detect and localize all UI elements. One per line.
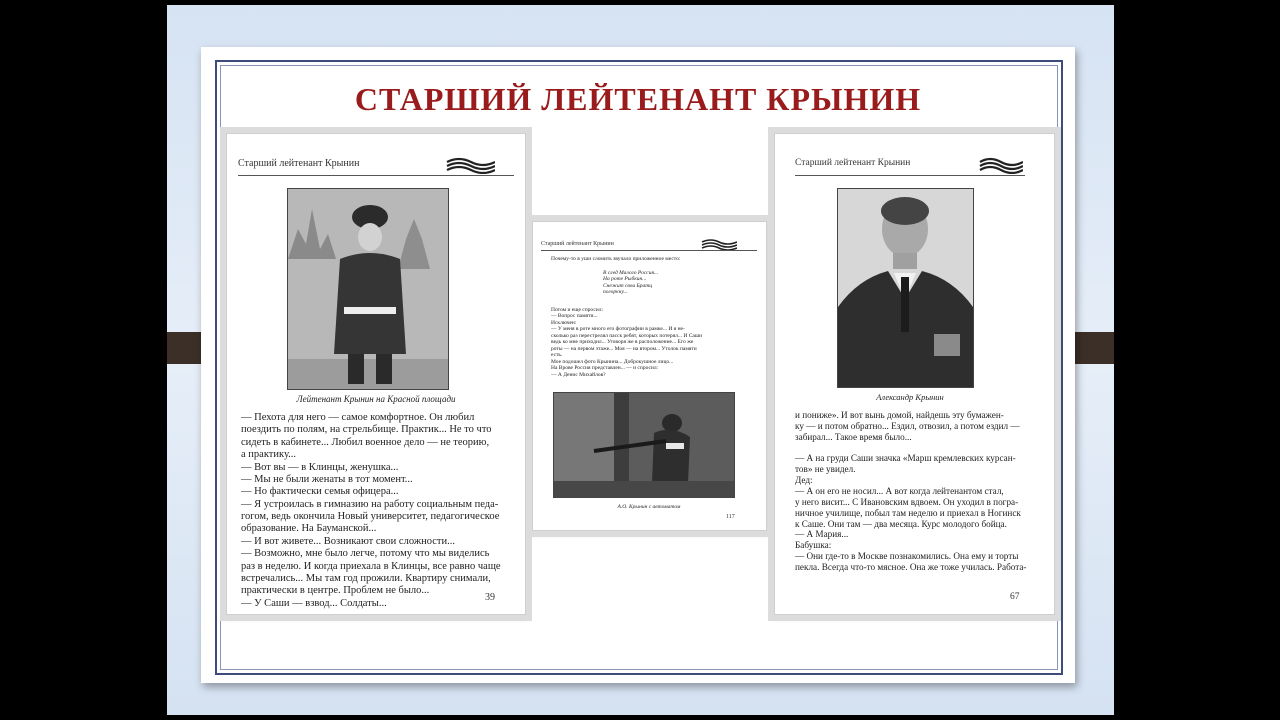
content-board (201, 47, 1075, 683)
page-number: 117 (726, 514, 735, 520)
text-line: — А он его не носил... А вот когда лейтенантом стал, (795, 486, 1004, 497)
text-line: — Вот вы — в Клинцы, женушка... (241, 461, 399, 473)
text-line: — Но фактически семья офицера... (241, 486, 399, 498)
page-body (795, 410, 1051, 573)
text-line: Дед: (795, 475, 813, 486)
text-line: ку — и потом обратно... Ездил, отвозил, а потом ездил — (795, 420, 1020, 431)
text-line: у него висит... С Ивановским вдвоем. Он уходил в погра- (795, 496, 1019, 507)
page-header: Старший лейтенант Крынин (795, 158, 911, 168)
st-george-ribbon-icon (445, 156, 495, 174)
book-page-middle (532, 221, 767, 531)
st-george-ribbon-icon (978, 156, 1023, 174)
text-line: — Я устроилась в гимназию на работу социальным педа- (241, 498, 499, 510)
page-number: 67 (1010, 592, 1020, 602)
photo-caption: Лейтенант Крынин на Красной площади (296, 394, 456, 404)
text-line: — Возможно, мне было легче, потому что мы виделись (241, 548, 490, 560)
text-line: сколько раз перестрелял пасск ребят, которых потерял... И Саши (551, 332, 703, 339)
page-intro: Почему-то в уши сломить звучало приложенное место: (551, 256, 681, 262)
text-line: — А Денис Михайлов? (551, 371, 606, 378)
page-header: Старший лейтенант Крынин (541, 241, 614, 247)
text-line: ничное училище, побыл там неделю и приехал в Ногинск (795, 507, 1021, 518)
text-line: Потом и еще спросил: (551, 307, 603, 313)
text-line: — А на груди Саши значка «Марш кремлевских курсан- (795, 453, 1016, 464)
verse-block (603, 270, 743, 296)
text-line: практически в центре. Проблем не было... (241, 585, 430, 597)
header-rule (795, 175, 1025, 176)
text-line: тов» не увидел. (795, 464, 856, 475)
slide-title: СТАРШИЙ ЛЕЙТЕНАНТ КРЫНИН (354, 81, 922, 117)
page-number: 39 (485, 592, 495, 603)
text-line: пекла. Всегда что-то мясное. Она же тоже училась. Работа- (795, 562, 1027, 573)
text-line: роты — на первом этаже... Моя — на втором... Утолок памяти (551, 345, 697, 352)
text-line: На роте Рыбкин... (603, 276, 647, 283)
photo-portrait (837, 188, 974, 388)
text-line: встречались... Мы там год прожили. Квартиру снимали, (241, 572, 491, 584)
text-line: ведь ко мне приходил... Уговоря же в расположение... Его же (551, 339, 694, 346)
text-line: поездить по полям, на стрельбище. Практик... Не то что (241, 424, 492, 436)
text-line: и пониже». И вот вынь домой, найдешь эту бумажен- (795, 410, 1004, 420)
text-line: раз в неделю. И когда приехала в Клинцы, все равно чаще (241, 560, 501, 572)
text-line: — Пехота для него — самое комфортное. Он любил (241, 412, 475, 423)
header-rule (238, 175, 514, 176)
photo-red-square (287, 188, 449, 390)
text-line: образование. На Бауманской... (241, 523, 377, 535)
book-page-right (774, 133, 1055, 615)
page-body (241, 412, 519, 610)
photo-caption: Александр Крынин (876, 392, 944, 402)
page-header: Старший лейтенант Крынин (238, 158, 360, 169)
text-line (795, 443, 1051, 454)
text-line: — Вопрос памяти... (551, 313, 598, 320)
text-line: — У Саши — взвод... Солдаты... (241, 597, 387, 609)
text-line: — У меня в роте много его фотографии в рамке... И я не- (551, 326, 685, 333)
text-line: — И вот живете... Возникают свои сложности... (241, 535, 455, 547)
text-line: Исключен: (551, 319, 577, 326)
text-line: погоркну... (603, 289, 628, 296)
text-line: — Они где-то в Москве познакомились. Она ему и торты (795, 551, 1019, 562)
photo-caption: А.О. Крынин с автоматом (617, 504, 681, 510)
text-line: Снежит свои Братц (603, 282, 653, 289)
text-line: есть. (551, 352, 563, 359)
photo-soldier-with-rifle (553, 392, 735, 498)
text-line: — Мы не были женаты в тот момент... (241, 473, 413, 485)
text-line: забирал... Такое время было... (795, 431, 912, 442)
text-line: На Врове Россия представлен... — и спросил: (551, 365, 659, 372)
text-line: — А Мария... (795, 529, 849, 540)
page-body (551, 307, 756, 378)
text-line: к Саше. Они там — два месяца. Курс молодого бойца. (795, 518, 1007, 529)
book-page-left (226, 133, 526, 615)
text-line: Мое подошел фото Крынина... Доброкушное лицо... (551, 358, 674, 365)
st-george-ribbon-icon (701, 238, 737, 250)
text-line: сидеть в кабинете... Любил военное дело — не теорию, (241, 436, 490, 448)
header-rule (541, 250, 757, 251)
text-line: В след Малого Россия... (603, 270, 659, 276)
text-line: гогом, ведь окончила Новый университет, педагогическое (241, 511, 500, 522)
text-line: а практику... (241, 449, 297, 461)
text-line: Бабушка: (795, 540, 832, 551)
